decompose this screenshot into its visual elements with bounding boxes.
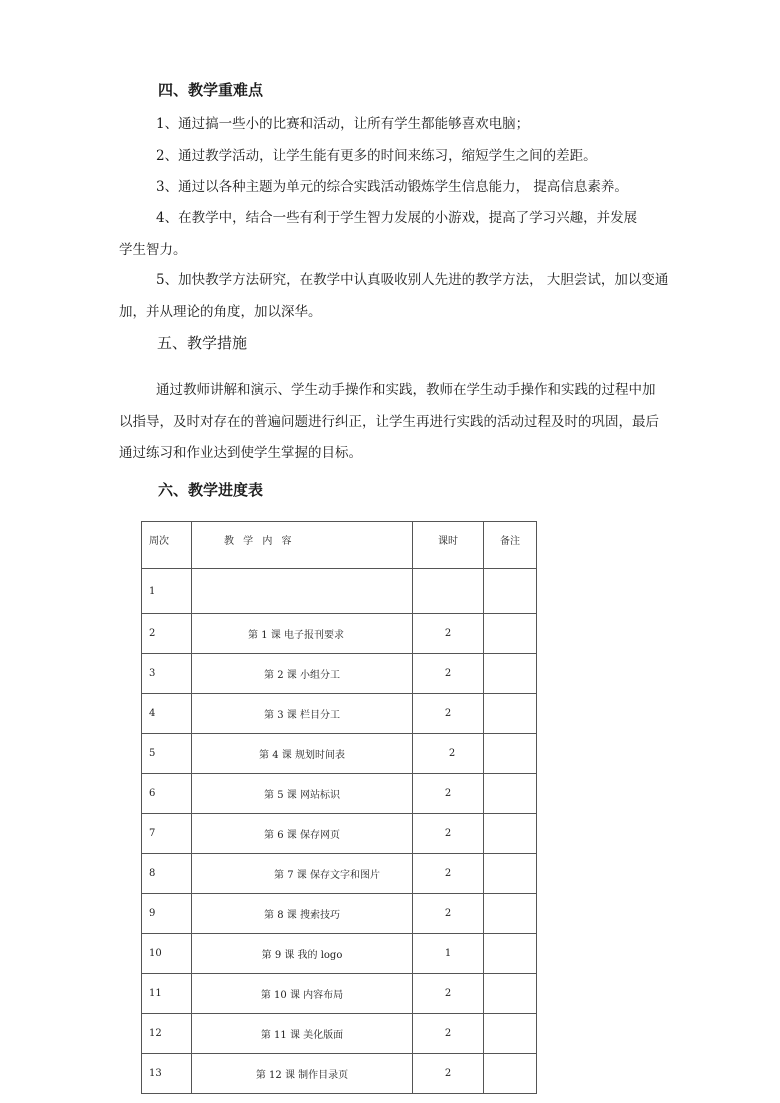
cell-note xyxy=(484,734,537,774)
cell-hours: 2 xyxy=(413,854,484,894)
cell-hours: 2 xyxy=(413,974,484,1014)
cell-hours: 2 xyxy=(413,734,484,774)
cell-content: 第 1 课 电子报刊要求 xyxy=(192,614,413,654)
cell-content: 第 5 课 网站标识 xyxy=(192,774,413,814)
cell-content: 第 2 课 小组分工 xyxy=(192,654,413,694)
header-note: 备注 xyxy=(484,522,537,569)
cell-week: 1 xyxy=(142,569,192,614)
table-row xyxy=(142,734,537,774)
section-4-line-4-cont: 学生智力。 xyxy=(119,242,187,258)
cell-note xyxy=(484,569,537,614)
cell-content: 第 7 课 保存文字和图片 xyxy=(192,854,413,894)
cell-week: 11 xyxy=(142,974,192,1014)
cell-note xyxy=(484,654,537,694)
table-row xyxy=(142,1014,537,1054)
section-4-line-5-cont: 加，并从理论的角度，加以深华。 xyxy=(119,304,322,320)
cell-note xyxy=(484,854,537,894)
cell-hours: 1 xyxy=(413,934,484,974)
section-4-heading: 四、教学重难点 xyxy=(158,81,264,99)
table-header-row xyxy=(142,522,537,569)
section-4-line-4: 4、在教学中，结合一些有利于学生智力发展的小游戏，提高了学习兴趣，并发展 xyxy=(156,210,638,226)
header-hours: 课时 xyxy=(413,522,484,569)
header-content: 教 学 内 容 xyxy=(192,522,413,569)
section-5-heading: 五、教学措施 xyxy=(157,334,248,352)
cell-week: 5 xyxy=(142,734,192,774)
cell-content: 第 11 课 美化版面 xyxy=(192,1014,413,1054)
cell-hours: 2 xyxy=(413,814,484,854)
section-4-line-2: 2、通过教学活动，让学生能有更多的时间来练习，缩短学生之间的差距。 xyxy=(156,148,597,164)
cell-week: 13 xyxy=(142,1054,192,1094)
cell-hours: 2 xyxy=(413,774,484,814)
cell-note xyxy=(484,894,537,934)
section-5-line-1: 通过教师讲解和演示、学生动手操作和实践，教师在学生动手操作和实践的过程中加 xyxy=(156,382,656,398)
cell-week: 4 xyxy=(142,694,192,734)
cell-content: 第 9 课 我的 logo xyxy=(192,934,413,974)
cell-note xyxy=(484,774,537,814)
section-6-heading: 六、教学进度表 xyxy=(158,481,264,499)
cell-note xyxy=(484,1014,537,1054)
cell-note xyxy=(484,694,537,734)
table-row xyxy=(142,934,537,974)
cell-hours: 2 xyxy=(413,654,484,694)
cell-content: 第 6 课 保存网页 xyxy=(192,814,413,854)
cell-note xyxy=(484,1054,537,1094)
table-row xyxy=(142,774,537,814)
section-4-line-1: 1、通过搞一些小的比赛和活动，让所有学生都能够喜欢电脑； xyxy=(156,116,530,132)
cell-content: 第 12 课 制作目录页 xyxy=(192,1054,413,1094)
cell-week: 10 xyxy=(142,934,192,974)
schedule-table xyxy=(141,521,537,1094)
cell-week: 6 xyxy=(142,774,192,814)
cell-content xyxy=(192,569,413,614)
cell-week: 9 xyxy=(142,894,192,934)
table-row xyxy=(142,569,537,614)
cell-note xyxy=(484,814,537,854)
table-row xyxy=(142,814,537,854)
cell-week: 3 xyxy=(142,654,192,694)
cell-hours: 2 xyxy=(413,894,484,934)
table-row xyxy=(142,614,537,654)
cell-content: 第 8 课 搜索技巧 xyxy=(192,894,413,934)
section-4-line-3: 3、通过以各种主题为单元的综合实践活动锻炼学生信息能力， 提高信息素养。 xyxy=(156,179,628,195)
cell-week: 12 xyxy=(142,1014,192,1054)
table-row xyxy=(142,654,537,694)
cell-note xyxy=(484,934,537,974)
cell-hours xyxy=(413,569,484,614)
section-5-line-3: 通过练习和作业达到使学生掌握的目标。 xyxy=(119,445,362,461)
cell-content: 第 3 课 栏目分工 xyxy=(192,694,413,734)
cell-week: 8 xyxy=(142,854,192,894)
cell-content: 第 4 课 规划时间表 xyxy=(192,734,413,774)
section-5-line-2: 以指导，及时对存在的普遍问题进行纠正，让学生再进行实践的活动过程及时的巩固，最后 xyxy=(119,414,659,430)
cell-hours: 2 xyxy=(413,694,484,734)
table-row xyxy=(142,1054,537,1094)
cell-content: 第 10 课 内容布局 xyxy=(192,974,413,1014)
table-row xyxy=(142,894,537,934)
header-week: 周次 xyxy=(142,522,192,569)
table-row xyxy=(142,694,537,734)
cell-hours: 2 xyxy=(413,614,484,654)
cell-note xyxy=(484,614,537,654)
cell-hours: 2 xyxy=(413,1054,484,1094)
cell-week: 2 xyxy=(142,614,192,654)
table-row xyxy=(142,974,537,1014)
cell-week: 7 xyxy=(142,814,192,854)
section-4-line-5: 5、加快教学方法研究，在教学中认真吸收别人先进的教学方法， 大胆尝试，加以变通 xyxy=(156,272,669,288)
cell-hours: 2 xyxy=(413,1014,484,1054)
cell-note xyxy=(484,974,537,1014)
table-row xyxy=(142,854,537,894)
